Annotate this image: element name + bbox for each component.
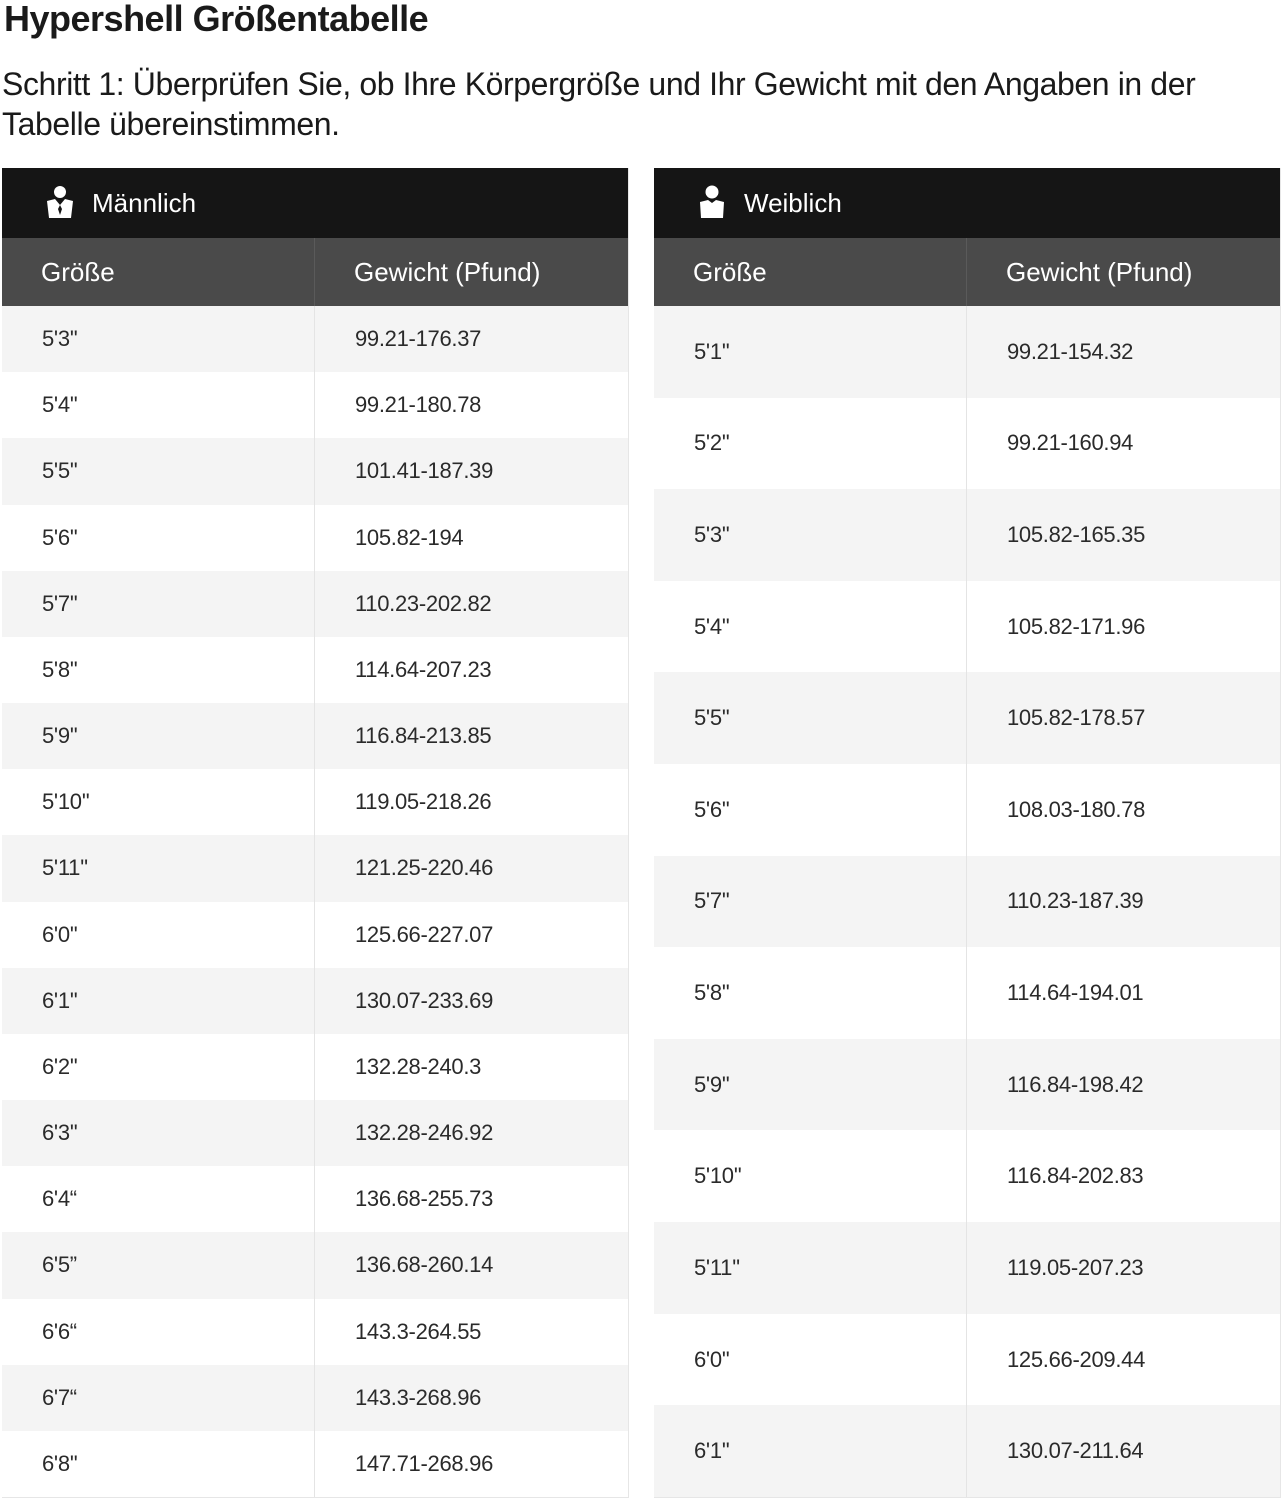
table-row <box>654 306 1280 398</box>
weight-cell: 119.05-218.26 <box>355 789 492 815</box>
table-row <box>654 1314 1280 1406</box>
table-row <box>654 398 1280 490</box>
size-cell: 6'0'' <box>2 902 315 968</box>
size-cell: 5'6'' <box>654 764 967 856</box>
weight-cell: 99.21-176.37 <box>355 326 482 352</box>
table-row <box>2 438 628 504</box>
table-row <box>2 1100 628 1166</box>
male-person-icon <box>44 185 76 221</box>
table-row <box>2 1232 628 1298</box>
male-table-title: Männlich <box>92 187 197 218</box>
weight-cell: 105.82-194 <box>355 524 464 550</box>
weight-cell: 101.41-187.39 <box>355 458 494 484</box>
weight-cell: 136.68-255.73 <box>355 1186 494 1212</box>
female-table-body <box>654 306 1280 1497</box>
table-row <box>654 1222 1280 1314</box>
size-cell: 5'6'' <box>2 505 315 571</box>
weight-cell: 108.03-180.78 <box>1007 796 1146 822</box>
table-row <box>2 835 628 901</box>
weight-cell: 136.68-260.14 <box>355 1252 494 1278</box>
table-row <box>2 505 628 571</box>
table-row <box>654 1130 1280 1222</box>
size-cell: 5'7'' <box>654 856 967 948</box>
weight-cell: 99.21-160.94 <box>1007 430 1134 456</box>
table-row <box>2 306 628 372</box>
size-cell: 5'4'' <box>2 372 315 438</box>
female-col-weight: Gewicht (Pfund) <box>1006 256 1193 287</box>
table-row <box>654 856 1280 948</box>
table-row <box>2 571 628 637</box>
weight-cell: 119.05-207.23 <box>1007 1254 1144 1280</box>
male-table-body <box>2 306 628 1497</box>
size-cell: 5'10'' <box>2 769 315 835</box>
size-cell: 6'7“ <box>2 1365 315 1431</box>
weight-cell: 143.3-264.55 <box>355 1318 482 1344</box>
weight-cell: 105.82-178.57 <box>1007 705 1146 731</box>
size-cell: 6'8'' <box>2 1431 315 1497</box>
table-row <box>2 769 628 835</box>
size-cell: 5'4'' <box>654 581 967 673</box>
weight-cell: 132.28-240.3 <box>355 1053 482 1079</box>
table-row <box>2 968 628 1034</box>
table-row <box>654 764 1280 856</box>
table-row <box>2 703 628 769</box>
size-cell: 6'0'' <box>654 1314 967 1406</box>
female-col-size: Größe <box>654 238 967 306</box>
weight-cell: 130.07-211.64 <box>1007 1438 1144 1464</box>
table-row <box>2 372 628 438</box>
size-cell: 5'3'' <box>654 489 967 581</box>
weight-cell: 132.28-246.92 <box>355 1120 494 1146</box>
weight-cell: 99.21-154.32 <box>1007 338 1134 364</box>
size-cell: 6'4“ <box>2 1166 315 1232</box>
weight-cell: 116.84-202.83 <box>1007 1163 1144 1189</box>
weight-cell: 125.66-209.44 <box>1007 1346 1146 1372</box>
male-size-table <box>2 168 629 1498</box>
weight-cell: 130.07-233.69 <box>355 987 494 1013</box>
female-table-title: Weiblich <box>744 187 842 218</box>
table-row <box>2 1299 628 1365</box>
size-cell: 5'8'' <box>654 947 967 1039</box>
male-col-size: Größe <box>2 238 315 306</box>
weight-cell: 116.84-213.85 <box>355 723 492 749</box>
size-cell: 5'1'' <box>654 306 967 398</box>
table-row <box>654 581 1280 673</box>
size-cell: 5'3'' <box>2 306 315 372</box>
size-cell: 5'11'' <box>2 835 315 901</box>
size-cell: 6'1'' <box>654 1405 967 1497</box>
size-cell: 5'10'' <box>654 1130 967 1222</box>
male-col-weight: Gewicht (Pfund) <box>354 256 541 287</box>
weight-cell: 114.64-194.01 <box>1007 980 1144 1006</box>
weight-cell: 110.23-187.39 <box>1007 888 1144 914</box>
table-row <box>2 1431 628 1497</box>
female-size-table <box>654 168 1281 1498</box>
size-cell: 5'9'' <box>2 703 315 769</box>
male-table-header <box>2 168 628 238</box>
page-title: Hypershell Größentabelle <box>4 0 429 39</box>
size-cell: 5'5'' <box>2 438 315 504</box>
size-cell: 6'1'' <box>2 968 315 1034</box>
table-row <box>654 1039 1280 1131</box>
weight-cell: 121.25-220.46 <box>355 855 494 881</box>
female-column-header <box>654 238 1280 306</box>
table-row <box>2 1166 628 1232</box>
size-cell: 5'8'' <box>2 637 315 703</box>
weight-cell: 143.3-268.96 <box>355 1384 482 1410</box>
table-row <box>2 1034 628 1100</box>
female-table-header <box>654 168 1280 238</box>
table-row <box>654 672 1280 764</box>
table-row <box>654 947 1280 1039</box>
weight-cell: 114.64-207.23 <box>355 656 492 682</box>
male-column-header <box>2 238 628 306</box>
weight-cell: 125.66-227.07 <box>355 921 494 947</box>
weight-cell: 105.82-171.96 <box>1007 613 1146 639</box>
size-cell: 6'3'' <box>2 1100 315 1166</box>
size-cell: 5'11'' <box>654 1222 967 1314</box>
table-row <box>2 637 628 703</box>
size-cell: 5'2'' <box>654 398 967 490</box>
table-row <box>2 1365 628 1431</box>
weight-cell: 105.82-165.35 <box>1007 522 1146 548</box>
weight-cell: 99.21-180.78 <box>355 392 482 418</box>
table-row <box>2 902 628 968</box>
female-person-icon <box>696 185 728 221</box>
size-cell: 6'5” <box>2 1232 315 1298</box>
size-cell: 6'6“ <box>2 1299 315 1365</box>
size-cell: 6'2'' <box>2 1034 315 1100</box>
size-cell: 5'9'' <box>654 1039 967 1131</box>
size-cell: 5'5'' <box>654 672 967 764</box>
page-subtitle: Schritt 1: Überprüfen Sie, ob Ihre Körpergröße und Ihr Gewicht mit den Angaben in der Tabelle übereinstimmen. <box>2 66 1196 142</box>
weight-cell: 110.23-202.82 <box>355 590 492 616</box>
table-row <box>654 1405 1280 1497</box>
table-row <box>654 489 1280 581</box>
size-cell: 5'7'' <box>2 571 315 637</box>
weight-cell: 147.71-268.96 <box>355 1451 494 1476</box>
weight-cell: 116.84-198.42 <box>1007 1071 1144 1097</box>
